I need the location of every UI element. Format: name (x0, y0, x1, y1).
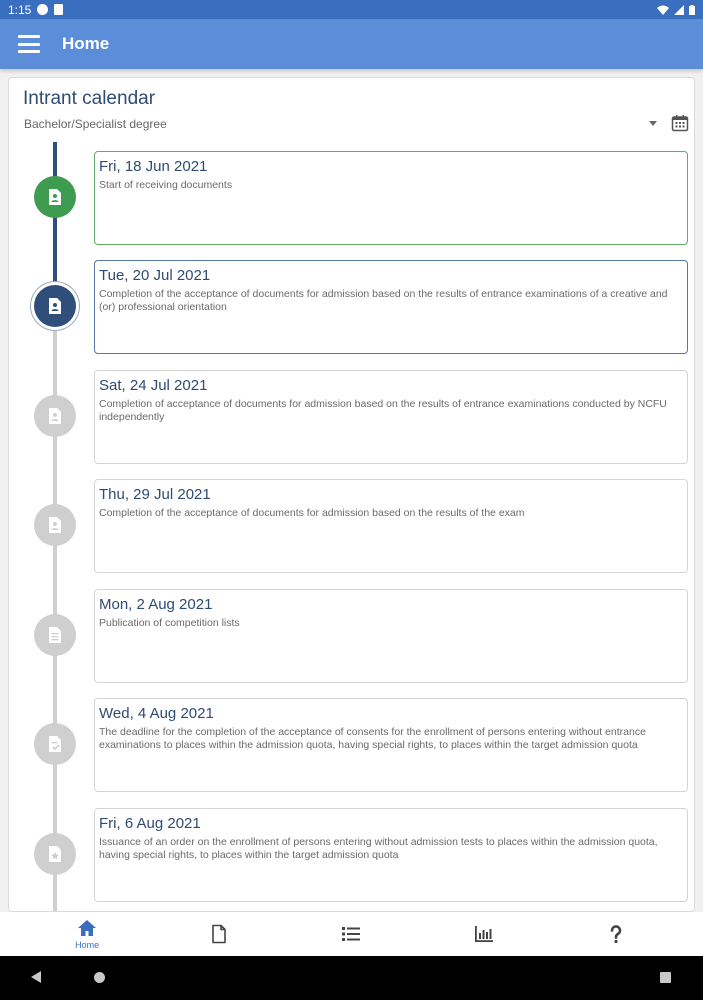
chart-icon (474, 924, 494, 944)
event-description: Completion of the acceptance of documents for admission based on the results of the exam (99, 507, 525, 519)
bottom-navigation (0, 912, 703, 956)
list-icon (341, 924, 361, 944)
menu-icon (18, 35, 40, 38)
battery-icon (689, 5, 695, 15)
calendar-event[interactable] (94, 808, 688, 902)
event-description: Completion of acceptance of documents for admission based on the results of entrance examinations conducted by NCFU independently (99, 398, 667, 423)
app-title: Home (62, 34, 110, 53)
nav-lists[interactable] (306, 924, 396, 944)
nav-help[interactable] (571, 924, 661, 944)
wifi-icon (657, 5, 669, 15)
sim-notification-icon (54, 4, 63, 15)
event-date: Thu, 29 Jul 2021 (99, 486, 211, 503)
event-date: Sat, 24 Jul 2021 (99, 377, 208, 394)
document-user-icon (34, 395, 76, 437)
recent-apps-icon[interactable] (660, 972, 671, 983)
event-description: Start of receiving documents (99, 179, 233, 191)
home-button-icon[interactable] (94, 972, 105, 983)
calendar-title: Intrant calendar (23, 88, 156, 109)
nav-documents[interactable] (174, 924, 264, 944)
event-description: Completion of the acceptance of documents for admission based on the results of entrance examinations of a creative and (or) professional orientation (99, 288, 668, 313)
document-user-icon (34, 285, 76, 327)
event-description: Issuance of an order on the enrollment of persons entering without admission tests to places within the admission quota, having special rights, to places within the target admission quota (99, 836, 658, 861)
calendar-event[interactable] (94, 370, 688, 464)
calendar-icon[interactable] (671, 114, 689, 132)
status-bar (0, 0, 703, 19)
degree-select[interactable]: Bachelor/Specialist degree (24, 117, 167, 131)
document-star-icon (34, 833, 76, 875)
calendar-event[interactable] (94, 589, 688, 683)
calendar-card (8, 77, 695, 912)
event-date: Wed, 4 Aug 2021 (99, 705, 214, 722)
dropdown-arrow-icon[interactable] (649, 121, 657, 126)
menu-button[interactable] (18, 35, 40, 53)
nav-statistics[interactable] (439, 924, 529, 944)
calendar-event[interactable] (94, 151, 688, 245)
event-date: Fri, 18 Jun 2021 (99, 158, 208, 175)
home-icon (77, 918, 97, 938)
signal-icon (674, 5, 684, 15)
back-icon[interactable] (31, 971, 41, 983)
calendar-event[interactable] (94, 479, 688, 573)
event-date: Fri, 6 Aug 2021 (99, 815, 201, 832)
app-bar (0, 19, 703, 69)
event-date: Tue, 20 Jul 2021 (99, 267, 211, 284)
calendar-event[interactable] (94, 698, 688, 792)
nav-home-label: Home (75, 940, 100, 950)
calendar-event[interactable] (94, 260, 688, 354)
timeline-line (53, 290, 57, 912)
event-description: Publication of competition lists (99, 617, 240, 629)
document-list-icon (34, 614, 76, 656)
event-description: The deadline for the completion of the acceptance of consents for the enrollment of persons entering without entrance examinations to places within the admission quota, having special rights, to places within the target admission quota (99, 726, 646, 751)
document-user-icon (34, 176, 76, 218)
event-date: Mon, 2 Aug 2021 (99, 596, 213, 613)
document-icon (209, 924, 229, 944)
help-icon (606, 924, 626, 944)
document-check-icon (34, 723, 76, 765)
app-notification-icon (37, 4, 48, 15)
system-navigation-bar (0, 956, 703, 1000)
status-time: 1:15 (8, 2, 32, 17)
document-user-icon (34, 504, 76, 546)
nav-home[interactable] (42, 918, 132, 950)
